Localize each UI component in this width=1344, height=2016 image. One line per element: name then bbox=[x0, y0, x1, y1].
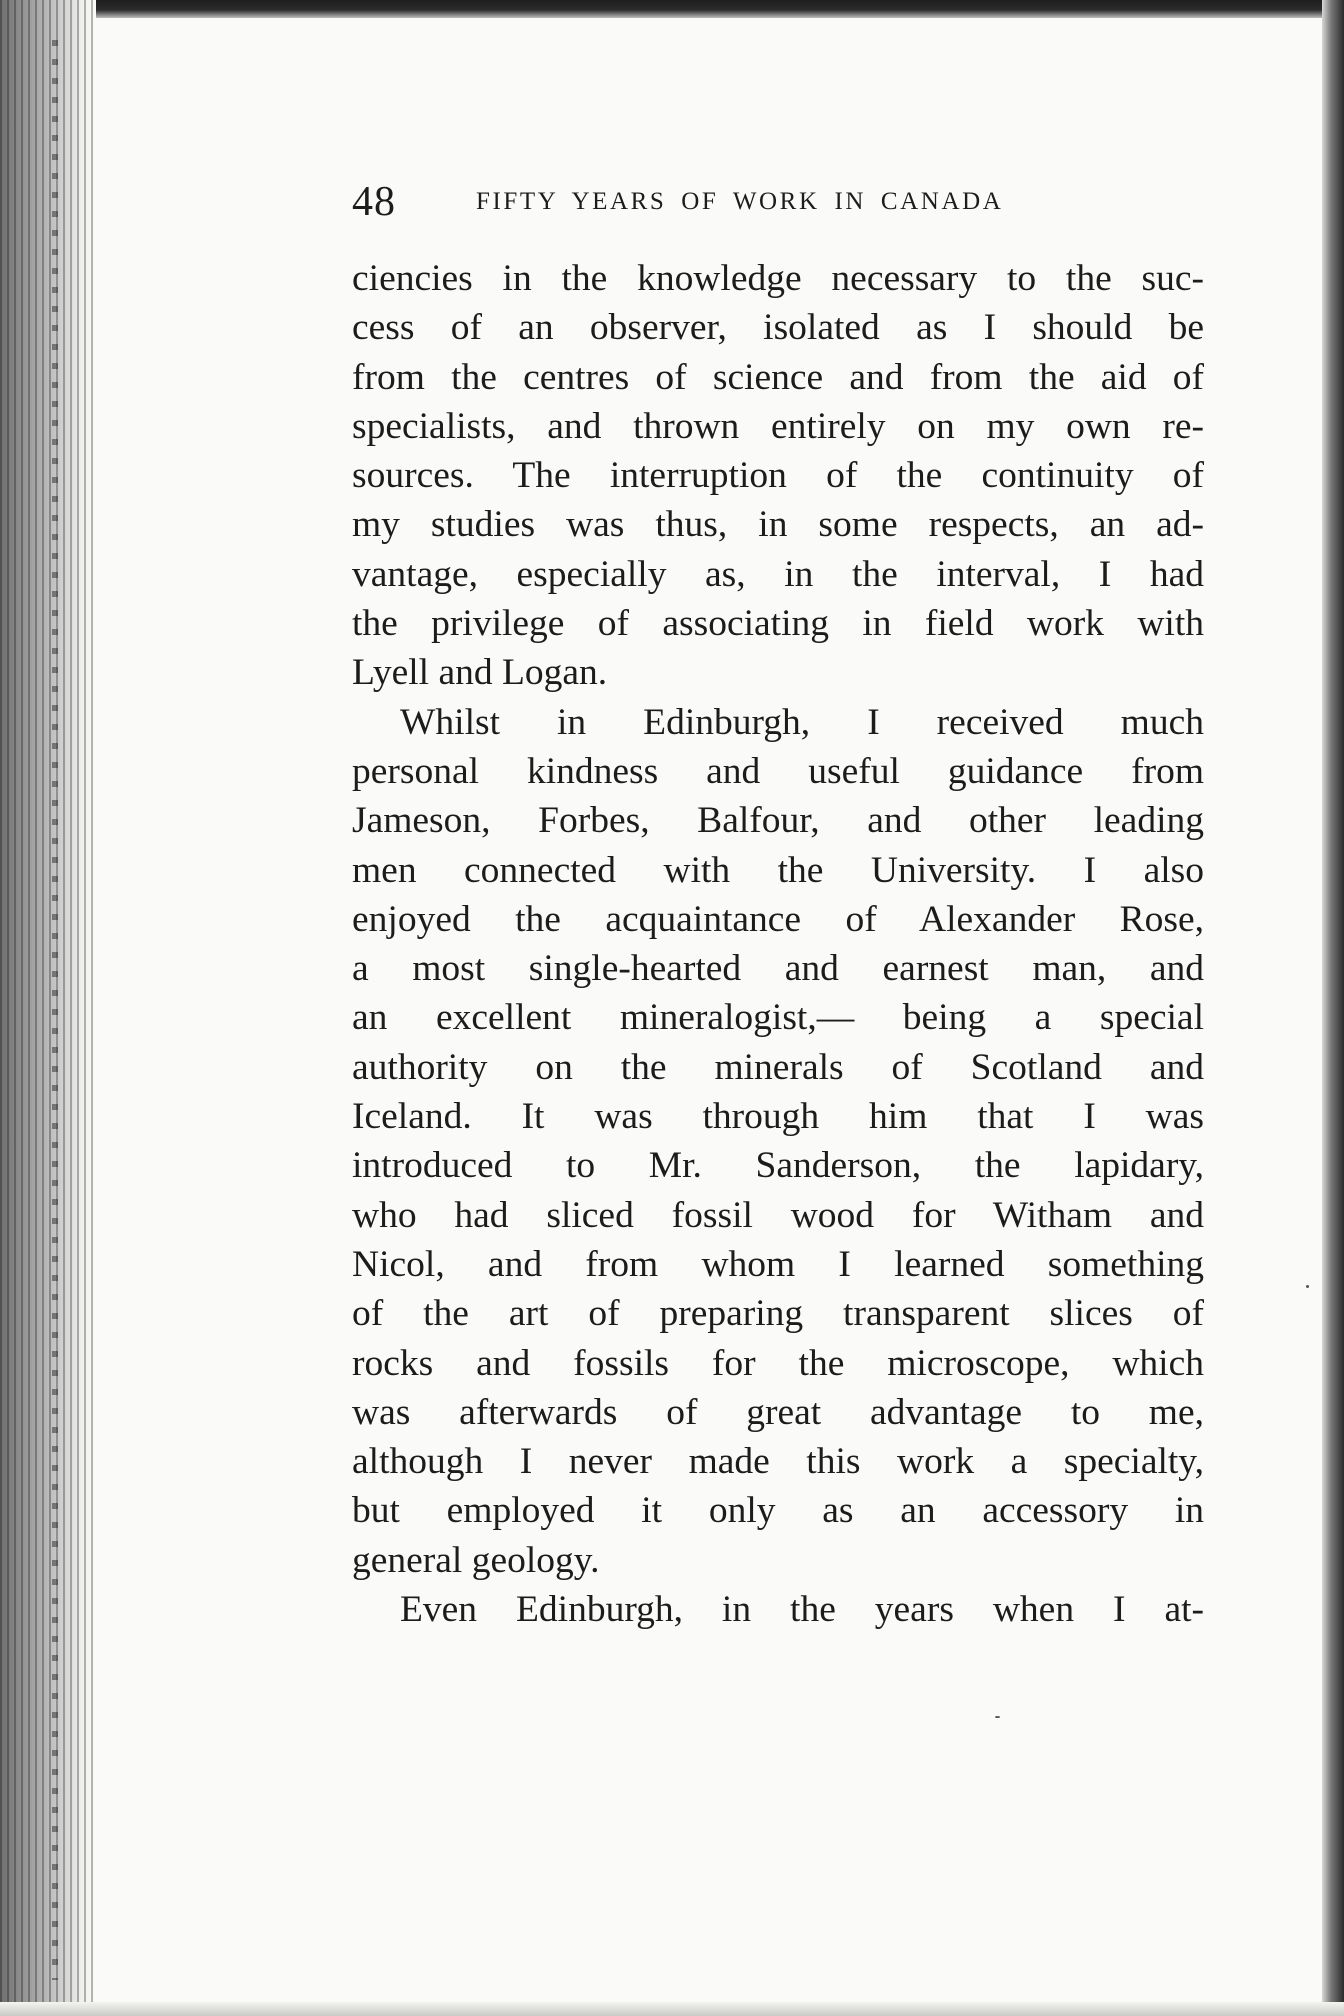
text-line: of the art of preparing transparent slices of bbox=[352, 1293, 1204, 1335]
book-gutter-edge bbox=[0, 0, 96, 2016]
text-line: Jameson, Forbes, Balfour, and other leading bbox=[352, 800, 1204, 842]
text-line: Whilst in Edinburgh, I received much bbox=[400, 701, 1204, 743]
page-header bbox=[352, 178, 1212, 234]
running-head: FIFTY YEARS OF WORK IN CANADA bbox=[476, 188, 1004, 215]
text-line: introduced to Mr. Sanderson, the lapidary, bbox=[352, 1145, 1204, 1187]
text-line: from the centres of science and from the aid of bbox=[352, 356, 1204, 398]
text-line: ciencies in the knowledge necessary to the suc- bbox=[352, 258, 1204, 299]
paper-speck bbox=[1306, 1285, 1309, 1288]
text-line: vantage, especially as, in the interval, I had bbox=[352, 553, 1204, 595]
page-bottom-edge bbox=[0, 2002, 1344, 2016]
text-line: cess of an observer, isolated as I should be bbox=[352, 307, 1204, 349]
text-line: a most single-hearted and earnest man, and bbox=[352, 948, 1204, 990]
paper-speck bbox=[995, 1716, 1000, 1718]
text-line: but employed it only as an accessory in bbox=[352, 1490, 1204, 1532]
text-line: although I never made this work a specialty, bbox=[352, 1441, 1204, 1483]
page-right-edge bbox=[1322, 0, 1344, 2016]
text-line: Nicol, and from whom I learned something bbox=[352, 1243, 1204, 1285]
body-text bbox=[352, 254, 1204, 1634]
text-line: Iceland. It was through him that I was bbox=[352, 1096, 1204, 1138]
text-line: the privilege of associating in field work with bbox=[352, 603, 1204, 645]
text-line: men connected with the University. I also bbox=[352, 849, 1204, 891]
text-line: rocks and fossils for the microscope, which bbox=[352, 1342, 1204, 1384]
text-line: Lyell and Logan. bbox=[352, 652, 608, 694]
text-line: enjoyed the acquaintance of Alexander Rose, bbox=[352, 898, 1204, 940]
page-top-edge bbox=[0, 0, 1344, 18]
text-line: Even Edinburgh, in the years when I at- bbox=[400, 1589, 1204, 1631]
text-line: general geology. bbox=[352, 1539, 600, 1581]
text-line: personal kindness and useful guidance from bbox=[352, 750, 1204, 792]
text-line: was afterwards of great advantage to me, bbox=[352, 1391, 1204, 1433]
text-line: specialists, and thrown entirely on my own re- bbox=[352, 405, 1204, 447]
text-line: sources. The interruption of the continuity of bbox=[352, 455, 1204, 497]
text-line: authority on the minerals of Scotland and bbox=[352, 1046, 1204, 1088]
page-number: 48 bbox=[352, 179, 396, 225]
text-line: my studies was thus, in some respects, an ad- bbox=[352, 504, 1204, 546]
text-line: an excellent mineralogist,— being a special bbox=[352, 997, 1204, 1039]
text-line: who had sliced fossil wood for Witham and bbox=[352, 1194, 1204, 1236]
